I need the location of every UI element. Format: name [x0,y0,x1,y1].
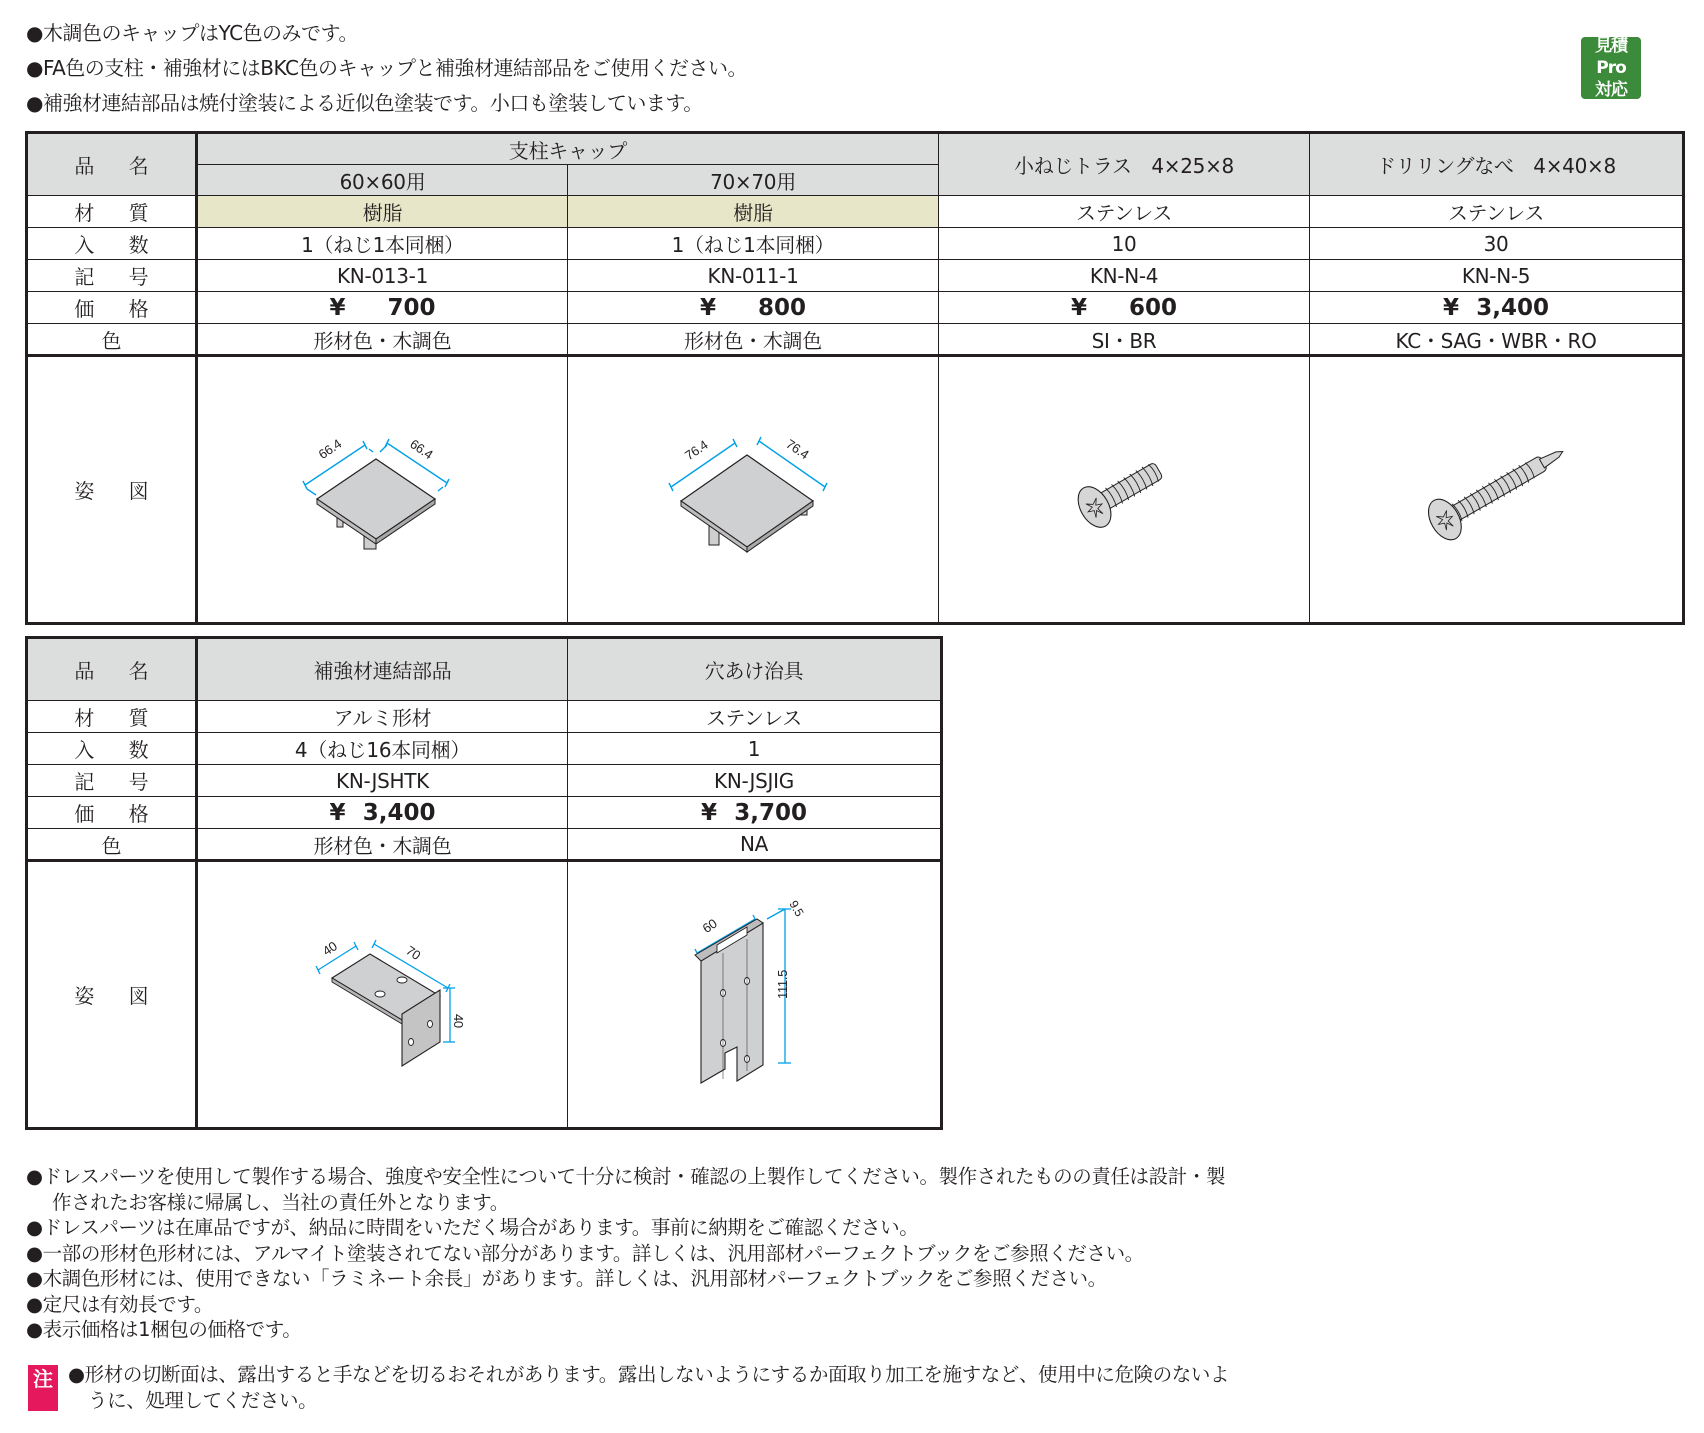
post-cap-70-figure [653,425,853,555]
angle-bracket-figure [298,920,468,1070]
svg-text:60: 60 [699,915,720,936]
caution-text [68,1362,1229,1413]
row-label-price: 価 格 [27,797,197,829]
note-line: ●ドレスパーツは在庫品ですが、納品に時間をいただく場合があります。事前に納期をご確認ください。 [26,1216,919,1239]
color-cell: 形材色・木調色 [197,829,568,861]
material-cell: 樹脂 [197,196,568,228]
svg-text:9.5: 9.5 [786,897,807,919]
note-line: ●木調色形材には、使用できない「ラミネート余長」があります。詳しくは、汎用部材パーフェクトブックをご参照ください。 [26,1267,1107,1290]
quantity-cell: 1（ねじ1本同梱） [568,228,939,260]
caution-line-continued: うに、処理してください。 [88,1388,318,1412]
row-label-material: 材 質 [27,701,197,733]
yen-symbol: ¥ [1071,294,1088,321]
row-label-material: 材 質 [27,196,197,228]
svg-text:40: 40 [319,937,340,959]
code-cell: KN-013-1 [197,260,568,292]
spec-table-caps-screws [25,131,1685,625]
row-label-quantity: 入 数 [27,228,197,260]
note-line: ●ドレスパーツを使用して製作する場合、強度や安全性について十分に検討・確認の上製作してください。製作されたものの責任は設計・製 [26,1165,1226,1188]
price-cell [939,292,1310,324]
price-value: 800 [758,294,807,321]
group-header-post-cap: 支柱キャップ [197,133,939,165]
yen-symbol: ¥ [329,294,346,321]
price-cell [1310,292,1684,324]
product-name: 小ねじトラス 4×25×8 [939,133,1310,196]
figure-cell [939,356,1310,624]
note-line: ●補強材連結部品は焼付塗装による近似色塗装です。小口も塗装しています。 [26,91,703,115]
quantity-cell: 30 [1310,228,1684,260]
material-cell: ステンレス [1310,196,1684,228]
price-cell [197,292,568,324]
row-label-color: 色 [27,324,197,356]
drilling-jig-figure [679,895,829,1095]
color-cell: NA [568,829,942,861]
row-label-code: 記 号 [27,765,197,797]
yen-symbol: ¥ [329,799,346,826]
note-line-continued: 作されたお客様に帰属し、当社の責任外となります。 [52,1190,509,1214]
color-cell: KC・SAG・WBR・RO [1310,324,1684,356]
yen-symbol: ¥ [700,799,717,826]
material-cell: ステンレス [568,701,942,733]
svg-text:40: 40 [450,1013,466,1028]
price-value: 3,700 [734,799,807,826]
code-cell: KN-N-5 [1310,260,1684,292]
figure-cell [568,861,942,1129]
code-cell: KN-N-4 [939,260,1310,292]
row-label-color: 色 [27,829,197,861]
code-cell: KN-011-1 [568,260,939,292]
code-cell: KN-JSJIG [568,765,942,797]
row-label-name: 品 名 [27,133,197,196]
product-name: 70×70用 [568,165,939,196]
truss-screw-figure [1064,445,1184,535]
row-label-quantity: 入 数 [27,733,197,765]
price-value: 3,400 [1476,294,1550,321]
product-name: 60×60用 [197,165,568,196]
post-cap-60-figure [283,425,483,555]
mitsumori-pro-badge [1581,37,1641,99]
note-line: ●表示価格は1梱包の価格です。 [26,1318,302,1341]
svg-text:76.4: 76.4 [783,435,812,462]
material-cell: ステンレス [939,196,1310,228]
svg-text:66.4: 66.4 [315,435,344,462]
caution-icon: 注 [28,1365,58,1411]
badge-line1: 見積Pro [1595,36,1627,78]
note-line: ●一部の形材色形材には、アルマイト塗装されてない部分があります。詳しくは、汎用部材パーフェクトブックをご参照ください。 [26,1241,1144,1265]
figure-cell [1310,356,1684,624]
svg-text:111.5: 111.5 [775,969,790,999]
material-cell: 樹脂 [568,196,939,228]
quantity-cell: 10 [939,228,1310,260]
price-cell [568,292,939,324]
material-cell: アルミ形材 [197,701,568,733]
svg-text:76.4: 76.4 [681,436,711,463]
note-line: ●木調色のキャップはYC色のみです。 [26,21,358,45]
quantity-cell: 1（ねじ1本同梱） [197,228,568,260]
top-notes [26,16,747,121]
svg-text:70: 70 [402,942,423,963]
spec-table-joint-jig [25,636,943,1130]
price-value: 3,400 [362,799,436,826]
row-label-name: 品 名 [27,638,197,701]
yen-symbol: ¥ [1443,294,1460,321]
price-cell [568,797,942,829]
badge-line2: 対応 [1595,80,1627,100]
price-cell [197,797,568,829]
figure-cell [197,356,568,624]
color-cell: 形材色・木調色 [568,324,939,356]
figure-cell [197,861,568,1129]
row-label-figure: 姿 図 [27,861,197,1129]
yen-symbol: ¥ [700,294,717,321]
price-value: 600 [1129,294,1178,321]
price-value: 700 [387,294,436,321]
row-label-price: 価 格 [27,292,197,324]
drilling-screw-figure [1411,435,1581,545]
product-name: 穴あけ治具 [568,638,942,701]
bottom-notes [26,1164,1225,1343]
color-cell: SI・BR [939,324,1310,356]
product-name: 補強材連結部品 [197,638,568,701]
code-cell: KN-JSHTK [197,765,568,797]
row-label-figure: 姿 図 [27,356,197,624]
figure-cell [568,356,939,624]
svg-text:66.4: 66.4 [406,435,436,462]
color-cell: 形材色・木調色 [197,324,568,356]
row-label-code: 記 号 [27,260,197,292]
quantity-cell: 4（ねじ16本同梱） [197,733,568,765]
note-line: ●定尺は有効長です。 [26,1292,213,1316]
caution-line: ●形材の切断面は、露出すると手などを切るおそれがあります。露出しないようにするか面取り加工を施すなど、使用中に危険のないよ [68,1363,1230,1386]
product-name: ドリリングなべ 4×40×8 [1310,133,1684,196]
note-line: ●FA色の支柱・補強材にはBKC色のキャップと補強材連結部品をご使用ください。 [26,56,748,80]
quantity-cell: 1 [568,733,942,765]
